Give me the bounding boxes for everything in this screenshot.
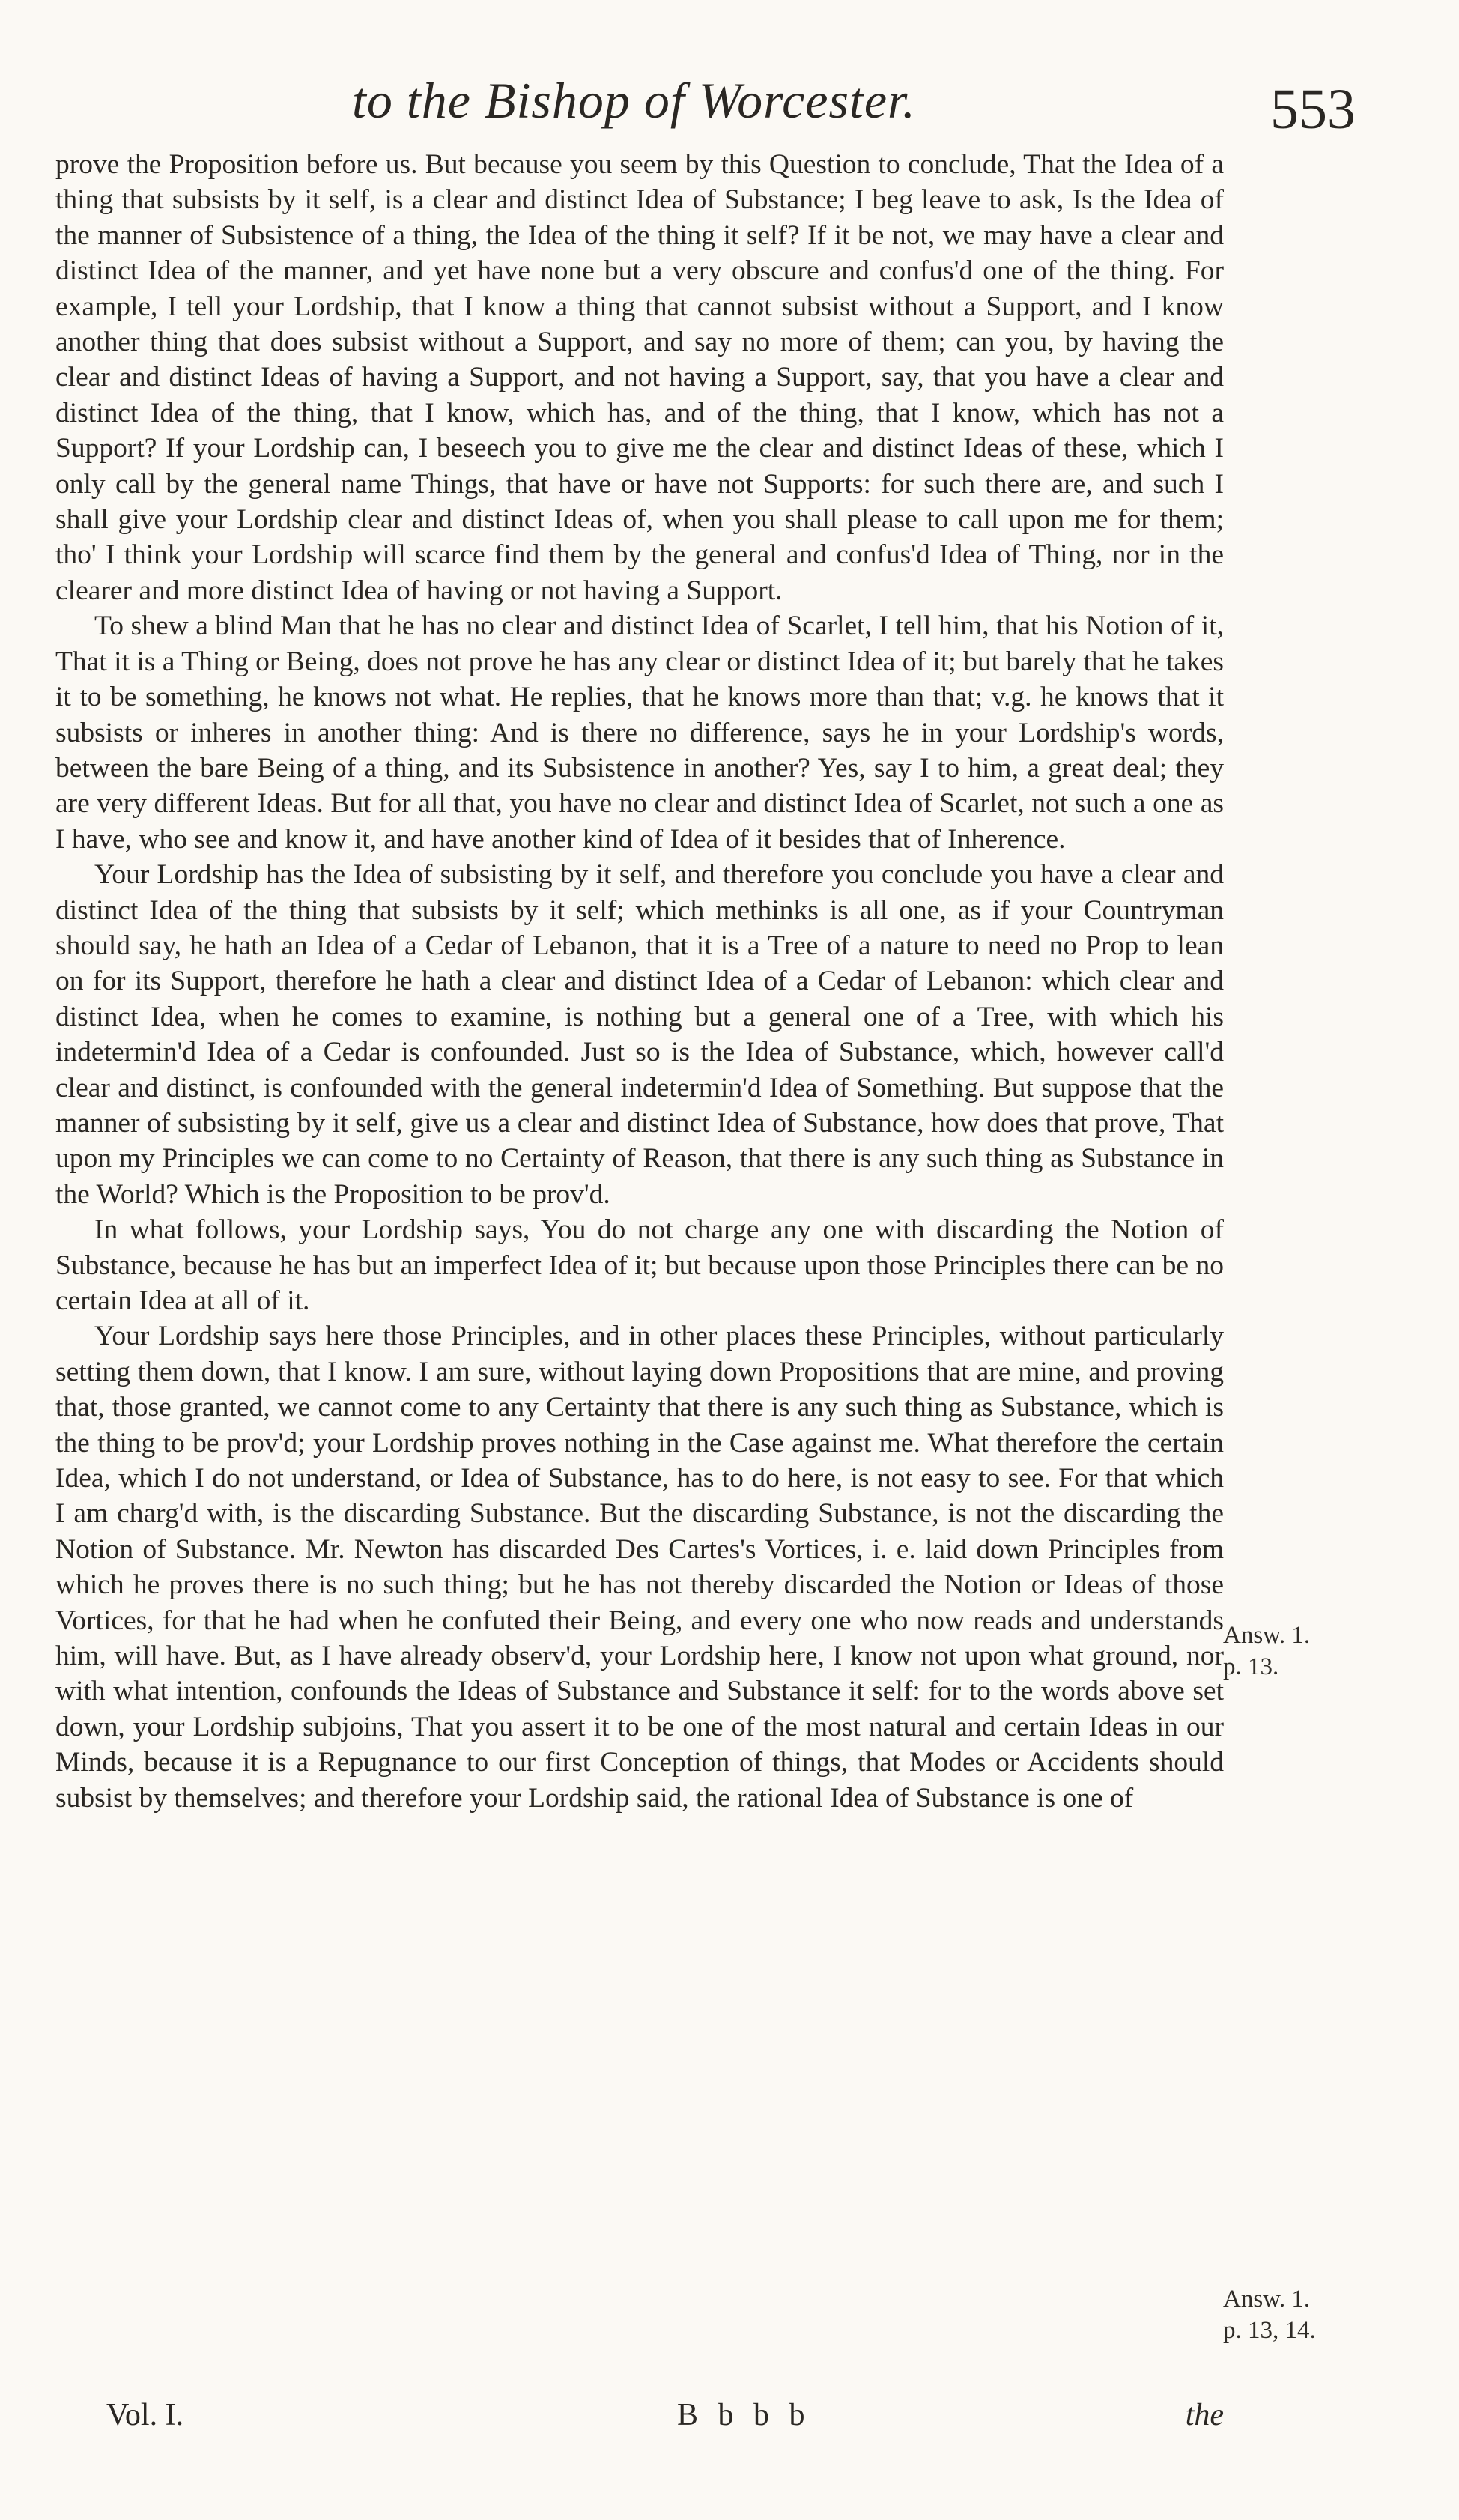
- catchword: the: [1185, 2398, 1224, 2432]
- page-number: 553: [1270, 78, 1356, 141]
- paragraph-5: Your Lordship says here those Principles, and in other places these Principles, without particularly setting them down, that I know. I am sure, without laying down Propositions that are mine, and proving that, those granted, we cannot come to any Certainty that there is any such thing as Substance, which is the thing to be prov'd; your Lordship proves nothing in the Case against me. What therefore the certain Idea, which I do not understand, or Idea of Substance, has to do here, is not easy to see. For that which I am charg'd with, is the discarding Substance. But the discarding Substance, is not the discarding the Notion of Substance. Mr. Newton has discarded Des Cartes's Vortices, i. e. laid down Principles from which he proves there is no such thing; but he has not thereby discarded the Notion or Ideas of those Vortices, for that he had when he confuted their Being, and every one who now reads and understands him, will have. But, as I have already observ'd, your Lordship here, I know not upon what ground, nor with what intention, confounds the Ideas of Substance and Substance it self: for to the words above set down, your Lordship subjoins, That you assert it to be one of the most natural and certain Ideas in our Minds, because it is a Repugnance to our first Conception of things, that Modes or Accidents should subsist by themselves; and therefore your Lordship said, the rational Idea of Substance is one of: [55, 1321, 1224, 1814]
- running-header: [45, 71, 1356, 139]
- body-text: [55, 147, 1224, 1816]
- margin-note-2: [1223, 2283, 1448, 2346]
- paragraph-2: To shew a blind Man that he has no clear and distinct Idea of Scarlet, I tell him, that his Notion of it, That it is a Thing or Being, does not prove he has any clear or distinct Idea of it; but barely that he takes it to be something, he knows not what. He replies, that he knows more than that; v.g. he knows that it subsists or inheres in another thing: And is there no difference, says he in your Lordship's words, between the bare Being of a thing, and its Subsistence in another? Yes, say I to him, a great deal; they are very different Ideas. But for all that, you have no clear and distinct Idea of Scarlet, not such a one as I have, who see and know it, and have another kind of Idea of it besides that of Inherence.: [55, 611, 1224, 855]
- margin-note-1: [1223, 1620, 1448, 1682]
- margin-note-1-ref: Answ. 1.: [1223, 1622, 1311, 1649]
- paragraph-3: Your Lordship has the Idea of subsisting by it self, and therefore you conclude you have a clear and distinct Idea of the thing that subsists by it self; which methinks is all one, as if your Countryman should say, he hath an Idea of a Cedar of Lebanon, that it is a Tree of a nature to need no Prop to lean on for its Support, therefore he hath a clear and distinct Idea of a Cedar of Lebanon: which clear and distinct Idea, when he comes to examine, is nothing but a general one of a Tree, with which his indetermin'd Idea of a Cedar is confounded. Just so is the Idea of Substance, which, however call'd clear and distinct, is confounded with the general indetermin'd Idea of Something. But suppose that the manner of subsisting by it self, give us a clear and distinct Idea of Substance, how does that prove, That upon my Principles we can come to no Certainty of Reason, that there is any such thing as Substance in the World? Which is the Proposition to be prov'd.: [55, 859, 1224, 1210]
- paragraph-1: prove the Proposition before us. But because you seem by this Question to conclude, That the Idea of a thing that subsists by it self, is a clear and distinct Idea of Substance; I beg leave to ask, Is the Idea of the manner of Subsistence of a thing, the Idea of the thing it self? If it be not, we may have a clear and distinct Idea of the manner, and yet have none but a very obscure and confus'd one of the thing. For example, I tell your Lordship, that I know a thing that cannot subsist without a Support, and I know another thing that does subsist without a Support, and say no more of them; can you, by having the clear and distinct Ideas of having a Support, and not having a Support, say, that you have a clear and distinct Idea of the thing, that I know, which has, and of the thing, that I know, which has not a Support? If your Lordship can, I beseech you to give me the clear and distinct Ideas of these, which I only call by the general name Things, that have or have not Supports: for such there are, and such I shall give your Lordship clear and distinct Ideas of, when you shall please to call upon me for them; tho' I think your Lordship will scarce find them by the general and confus'd Idea of Thing, nor in the clearer and more distinct Idea of having or not having a Support.: [55, 149, 1224, 606]
- margin-note-2-page: p. 13, 14.: [1223, 2317, 1316, 2344]
- volume-label: Vol. I.: [106, 2398, 184, 2432]
- running-title: to the Bishop of Worcester.: [352, 72, 916, 129]
- margin-note-2-ref: Answ. 1.: [1223, 2286, 1311, 2312]
- page-footer: [55, 2397, 1224, 2442]
- signature-mark: B b b b: [677, 2398, 811, 2432]
- margin-note-1-page: p. 13.: [1223, 1653, 1279, 1680]
- paragraph-4: In what follows, your Lordship says, You do not charge any one with discarding the Notion of Substance, because he has but an imperfect Idea of it; but because upon those Principles there can be no certain Idea at all of it.: [55, 1214, 1224, 1316]
- margin-notes: [1223, 0, 1448, 2520]
